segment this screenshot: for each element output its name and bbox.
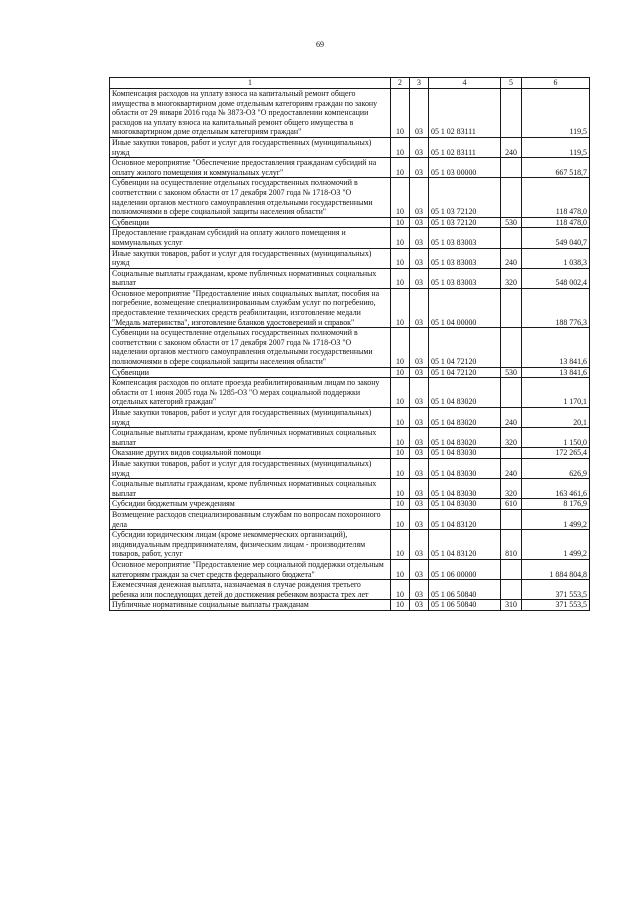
- table-row: [110, 428, 590, 448]
- table-row: [110, 158, 590, 178]
- amount-cell: 8 176,9: [522, 499, 590, 510]
- target-article-cell: 05 1 06 50840: [429, 600, 501, 611]
- table-row: [110, 137, 590, 157]
- section-code-cell: 10: [391, 448, 410, 459]
- table-row: [110, 328, 590, 367]
- amount-cell: 1 884 804,8: [522, 559, 590, 579]
- subsection-code-cell: 03: [410, 217, 429, 228]
- target-article-cell: 05 1 04 83020: [429, 378, 501, 408]
- expense-type-cell: 810: [501, 530, 522, 560]
- expense-type-cell: [501, 580, 522, 600]
- amount-cell: 549 040,7: [522, 228, 590, 248]
- expense-type-cell: 240: [501, 137, 522, 157]
- section-code-cell: 10: [391, 509, 410, 529]
- section-code-cell: 10: [391, 248, 410, 268]
- amount-cell: 119,5: [522, 89, 590, 138]
- amount-cell: 371 553,5: [522, 600, 590, 611]
- table-row: [110, 600, 590, 611]
- amount-cell: 118 478,0: [522, 178, 590, 217]
- expense-type-cell: [501, 378, 522, 408]
- subsection-code-cell: 03: [410, 367, 429, 378]
- target-article-cell: 05 1 04 72120: [429, 367, 501, 378]
- section-code-cell: 10: [391, 580, 410, 600]
- row-name-cell: Основное мероприятие "Предоставление иных социальных выплат, пособия на погребение, возмещение специализированным службам услуг по погребению, предоставление технических средств реабилитации, изготовление медали "Медаль материнства", изготовление бланков удостоверений и справок": [110, 288, 391, 327]
- subsection-code-cell: 03: [410, 600, 429, 611]
- expense-type-cell: 320: [501, 268, 522, 288]
- table-row: [110, 479, 590, 499]
- page-number: 69: [316, 40, 324, 49]
- target-article-cell: 05 1 03 83003: [429, 268, 501, 288]
- row-name-cell: Субвенции на осуществление отдельных государственных полномочий в соответствии с законом области от 17 декабря 2007 года № 1718-ОЗ "О наделении органов местного самоуправления отдельными государственными полномочиями в сфере социальной защиты населения области": [110, 328, 391, 367]
- target-article-cell: 05 1 06 50840: [429, 580, 501, 600]
- subsection-code-cell: 03: [410, 448, 429, 459]
- section-code-cell: 10: [391, 137, 410, 157]
- subsection-code-cell: 03: [410, 288, 429, 327]
- column-header: 1: [110, 78, 391, 89]
- expense-type-cell: 240: [501, 248, 522, 268]
- expense-type-cell: [501, 288, 522, 327]
- amount-cell: 1 150,0: [522, 428, 590, 448]
- budget-table: [109, 77, 590, 611]
- subsection-code-cell: 03: [410, 328, 429, 367]
- subsection-code-cell: 03: [410, 499, 429, 510]
- amount-cell: 119,5: [522, 137, 590, 157]
- section-code-cell: 10: [391, 268, 410, 288]
- amount-cell: 118 478,0: [522, 217, 590, 228]
- amount-cell: 1 038,3: [522, 248, 590, 268]
- subsection-code-cell: 03: [410, 509, 429, 529]
- table-row: [110, 448, 590, 459]
- expense-type-cell: 530: [501, 217, 522, 228]
- section-code-cell: 10: [391, 328, 410, 367]
- table-row: [110, 248, 590, 268]
- column-header: 3: [410, 78, 429, 89]
- amount-cell: 13 841,6: [522, 367, 590, 378]
- amount-cell: 163 461,6: [522, 479, 590, 499]
- section-code-cell: 10: [391, 178, 410, 217]
- target-article-cell: 05 1 04 00000: [429, 288, 501, 327]
- table-row: [110, 499, 590, 510]
- table-row: [110, 89, 590, 138]
- expense-type-cell: 610: [501, 499, 522, 510]
- target-article-cell: 05 1 02 83111: [429, 137, 501, 157]
- expense-type-cell: 240: [501, 458, 522, 478]
- row-name-cell: Оказание других видов социальной помощи: [110, 448, 391, 459]
- row-name-cell: Основное мероприятие "Предоставление мер социальной поддержки отдельным категориям граждан за счет средств федерального бюджета": [110, 559, 391, 579]
- amount-cell: 20,1: [522, 408, 590, 428]
- target-article-cell: 05 1 04 83030: [429, 499, 501, 510]
- target-article-cell: 05 1 02 83111: [429, 89, 501, 138]
- section-code-cell: 10: [391, 600, 410, 611]
- table-row: [110, 580, 590, 600]
- row-name-cell: Предоставление гражданам субсидий на оплату жилого помещения и коммунальных услуг: [110, 228, 391, 248]
- table-row: [110, 367, 590, 378]
- row-name-cell: Компенсация расходов на уплату взноса на капитальный ремонт общего имущества в многоквартирном доме отдельным категориям граждан по закону области от 29 января 2016 года № 3873-ОЗ "О предоставлении компенсации расходов на уплату взноса на капитальный ремонт общего имущества в многоквартирном доме отдельным категориям граждан": [110, 89, 391, 138]
- target-article-cell: 05 1 04 83020: [429, 428, 501, 448]
- table-header: [110, 78, 590, 89]
- table-row: [110, 178, 590, 217]
- row-name-cell: Субвенции на осуществление отдельных государственных полномочий в соответствии с законом области от 17 декабря 2007 года № 1718-ОЗ "О наделении органов местного самоуправления отдельными государственными полномочиями в сфере социальной защиты населения области": [110, 178, 391, 217]
- target-article-cell: 05 1 04 72120: [429, 328, 501, 367]
- row-name-cell: Ежемесячная денежная выплата, назначаемая в случае рождения третьего ребенка или последующих детей до достижения ребенком возраста трех лет: [110, 580, 391, 600]
- expense-type-cell: 320: [501, 428, 522, 448]
- section-code-cell: 10: [391, 228, 410, 248]
- table-body: [110, 89, 590, 611]
- row-name-cell: Иные закупки товаров, работ и услуг для государственных (муниципальных) нужд: [110, 248, 391, 268]
- expense-type-cell: [501, 89, 522, 138]
- row-name-cell: Возмещение расходов специализированным службам по вопросам похоронного дела: [110, 509, 391, 529]
- expense-type-cell: [501, 228, 522, 248]
- section-code-cell: 10: [391, 479, 410, 499]
- section-code-cell: 10: [391, 378, 410, 408]
- target-article-cell: 05 1 04 83030: [429, 458, 501, 478]
- subsection-code-cell: 03: [410, 137, 429, 157]
- row-name-cell: Субвенции: [110, 367, 391, 378]
- table-row: [110, 530, 590, 560]
- expense-type-cell: [501, 328, 522, 367]
- row-name-cell: Социальные выплаты гражданам, кроме публичных нормативных социальных выплат: [110, 479, 391, 499]
- expense-type-cell: [501, 178, 522, 217]
- subsection-code-cell: 03: [410, 458, 429, 478]
- column-header: 6: [522, 78, 590, 89]
- section-code-cell: 10: [391, 458, 410, 478]
- table-row: [110, 228, 590, 248]
- subsection-code-cell: 03: [410, 89, 429, 138]
- header-row: [110, 78, 590, 89]
- expense-type-cell: 240: [501, 408, 522, 428]
- row-name-cell: Публичные нормативные социальные выплаты гражданам: [110, 600, 391, 611]
- row-name-cell: Основное мероприятие "Обеспечение предоставления гражданам субсидий на оплату жилого помещения и коммунальных услуг": [110, 158, 391, 178]
- expense-type-cell: [501, 158, 522, 178]
- section-code-cell: 10: [391, 217, 410, 228]
- section-code-cell: 10: [391, 428, 410, 448]
- section-code-cell: 10: [391, 408, 410, 428]
- expense-type-cell: [501, 509, 522, 529]
- section-code-cell: 10: [391, 288, 410, 327]
- column-header: 5: [501, 78, 522, 89]
- subsection-code-cell: 03: [410, 178, 429, 217]
- subsection-code-cell: 03: [410, 580, 429, 600]
- target-article-cell: 05 1 03 72120: [429, 217, 501, 228]
- amount-cell: 188 776,3: [522, 288, 590, 327]
- section-code-cell: 10: [391, 89, 410, 138]
- section-code-cell: 10: [391, 530, 410, 560]
- amount-cell: 1 170,1: [522, 378, 590, 408]
- target-article-cell: 05 1 03 00000: [429, 158, 501, 178]
- amount-cell: 172 265,4: [522, 448, 590, 459]
- section-code-cell: 10: [391, 499, 410, 510]
- section-code-cell: 10: [391, 158, 410, 178]
- section-code-cell: 10: [391, 367, 410, 378]
- amount-cell: 371 553,5: [522, 580, 590, 600]
- target-article-cell: 05 1 04 83030: [429, 479, 501, 499]
- amount-cell: 626,9: [522, 458, 590, 478]
- amount-cell: 1 499,2: [522, 530, 590, 560]
- expense-type-cell: [501, 559, 522, 579]
- subsection-code-cell: 03: [410, 268, 429, 288]
- target-article-cell: 05 1 06 00000: [429, 559, 501, 579]
- row-name-cell: Социальные выплаты гражданам, кроме публичных нормативных социальных выплат: [110, 428, 391, 448]
- amount-cell: 667 518,7: [522, 158, 590, 178]
- row-name-cell: Субсидии юридическим лицам (кроме некоммерческих организаций), индивидуальным предпринимателям, физическим лицам - производителям товаров, работ, услуг: [110, 530, 391, 560]
- row-name-cell: Социальные выплаты гражданам, кроме публичных нормативных социальных выплат: [110, 268, 391, 288]
- table-row: [110, 559, 590, 579]
- target-article-cell: 05 1 04 83120: [429, 509, 501, 529]
- target-article-cell: 05 1 04 83020: [429, 408, 501, 428]
- table-row: [110, 458, 590, 478]
- table-row: [110, 268, 590, 288]
- row-name-cell: Субсидии бюджетным учреждениям: [110, 499, 391, 510]
- target-article-cell: 05 1 03 83003: [429, 248, 501, 268]
- expense-type-cell: 310: [501, 600, 522, 611]
- column-header: 2: [391, 78, 410, 89]
- table-row: [110, 408, 590, 428]
- table-row: [110, 509, 590, 529]
- table-row: [110, 378, 590, 408]
- target-article-cell: 05 1 03 83003: [429, 228, 501, 248]
- row-name-cell: Субвенции: [110, 217, 391, 228]
- subsection-code-cell: 03: [410, 479, 429, 499]
- table-row: [110, 288, 590, 327]
- target-article-cell: 05 1 03 72120: [429, 178, 501, 217]
- column-header: 4: [429, 78, 501, 89]
- subsection-code-cell: 03: [410, 378, 429, 408]
- subsection-code-cell: 03: [410, 428, 429, 448]
- row-name-cell: Иные закупки товаров, работ и услуг для государственных (муниципальных) нужд: [110, 458, 391, 478]
- subsection-code-cell: 03: [410, 408, 429, 428]
- row-name-cell: Компенсация расходов по оплате проезда реабилитированным лицам по закону области от 1 июня 2005 года № 1285-ОЗ "О мерах социальной поддержки отдельных категорий граждан": [110, 378, 391, 408]
- expense-type-cell: 530: [501, 367, 522, 378]
- subsection-code-cell: 03: [410, 228, 429, 248]
- expense-type-cell: 320: [501, 479, 522, 499]
- table-row: [110, 217, 590, 228]
- subsection-code-cell: 03: [410, 530, 429, 560]
- row-name-cell: Иные закупки товаров, работ и услуг для государственных (муниципальных) нужд: [110, 137, 391, 157]
- subsection-code-cell: 03: [410, 158, 429, 178]
- amount-cell: 548 002,4: [522, 268, 590, 288]
- expense-type-cell: [501, 448, 522, 459]
- target-article-cell: 05 1 04 83030: [429, 448, 501, 459]
- subsection-code-cell: 03: [410, 248, 429, 268]
- subsection-code-cell: 03: [410, 559, 429, 579]
- target-article-cell: 05 1 04 83120: [429, 530, 501, 560]
- section-code-cell: 10: [391, 559, 410, 579]
- amount-cell: 13 841,6: [522, 328, 590, 367]
- amount-cell: 1 499,2: [522, 509, 590, 529]
- row-name-cell: Иные закупки товаров, работ и услуг для государственных (муниципальных) нужд: [110, 408, 391, 428]
